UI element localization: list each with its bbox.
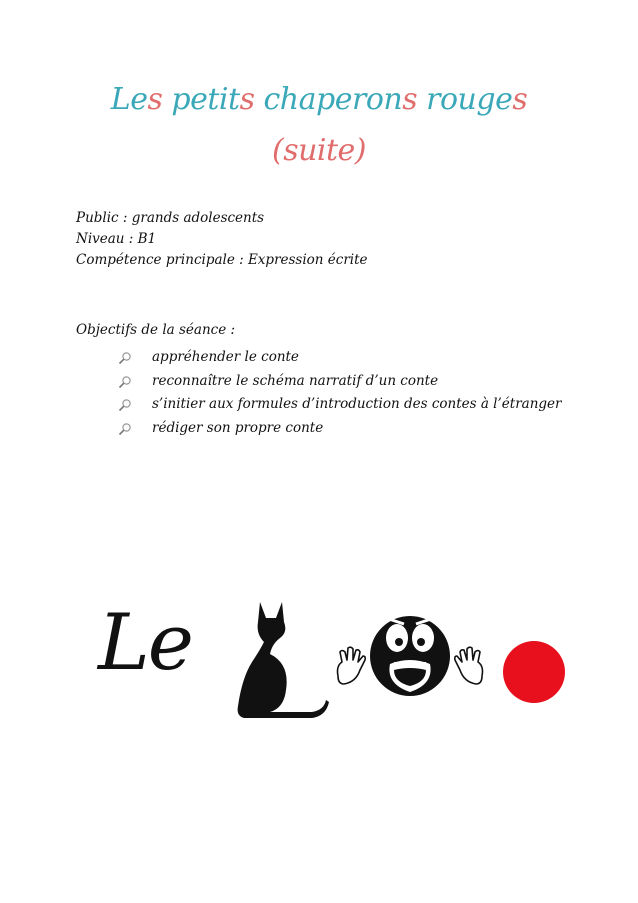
public-line: Public : grands adolescents xyxy=(76,210,265,226)
title-part: s xyxy=(239,82,255,117)
screaming-face-icon xyxy=(330,604,490,704)
title-suite: (suite) xyxy=(271,133,367,168)
magnifier-bullet-icon xyxy=(118,422,132,436)
title-part: chaperon xyxy=(254,82,403,117)
level-line: Niveau : B1 xyxy=(76,231,157,247)
objectives-heading: Objectifs de la séance : xyxy=(76,322,236,338)
title-part: s xyxy=(512,82,528,117)
objectives-list xyxy=(118,346,562,440)
title-part: Le xyxy=(110,82,148,117)
magnifier-bullet-icon xyxy=(118,351,132,365)
title-line-2 xyxy=(0,133,638,168)
objective-text: rédiger son propre conte xyxy=(152,419,324,436)
title-part: rouge xyxy=(417,82,513,117)
objective-item xyxy=(118,417,562,441)
objective-text: reconnaître le schéma narratif d’un conte xyxy=(152,372,439,389)
objective-text: s’initier aux formules d’introduction des contes à l’étranger xyxy=(152,396,562,412)
title-part: s xyxy=(147,82,163,117)
cat-icon xyxy=(230,598,330,722)
objective-item xyxy=(118,370,562,394)
title-line-1 xyxy=(0,82,638,117)
competence-line: Compétence principale : Expression écrite xyxy=(76,252,368,268)
red-dot xyxy=(503,641,565,703)
rebus-text: Le xyxy=(98,598,192,688)
objective-text: appréhender le conte xyxy=(152,349,299,365)
title-part: petit xyxy=(162,82,240,117)
magnifier-bullet-icon xyxy=(118,398,132,412)
course-info xyxy=(76,208,368,271)
objective-item xyxy=(118,346,562,370)
title-part: s xyxy=(402,82,418,117)
magnifier-bullet-icon xyxy=(118,375,132,389)
objective-item xyxy=(118,393,562,417)
